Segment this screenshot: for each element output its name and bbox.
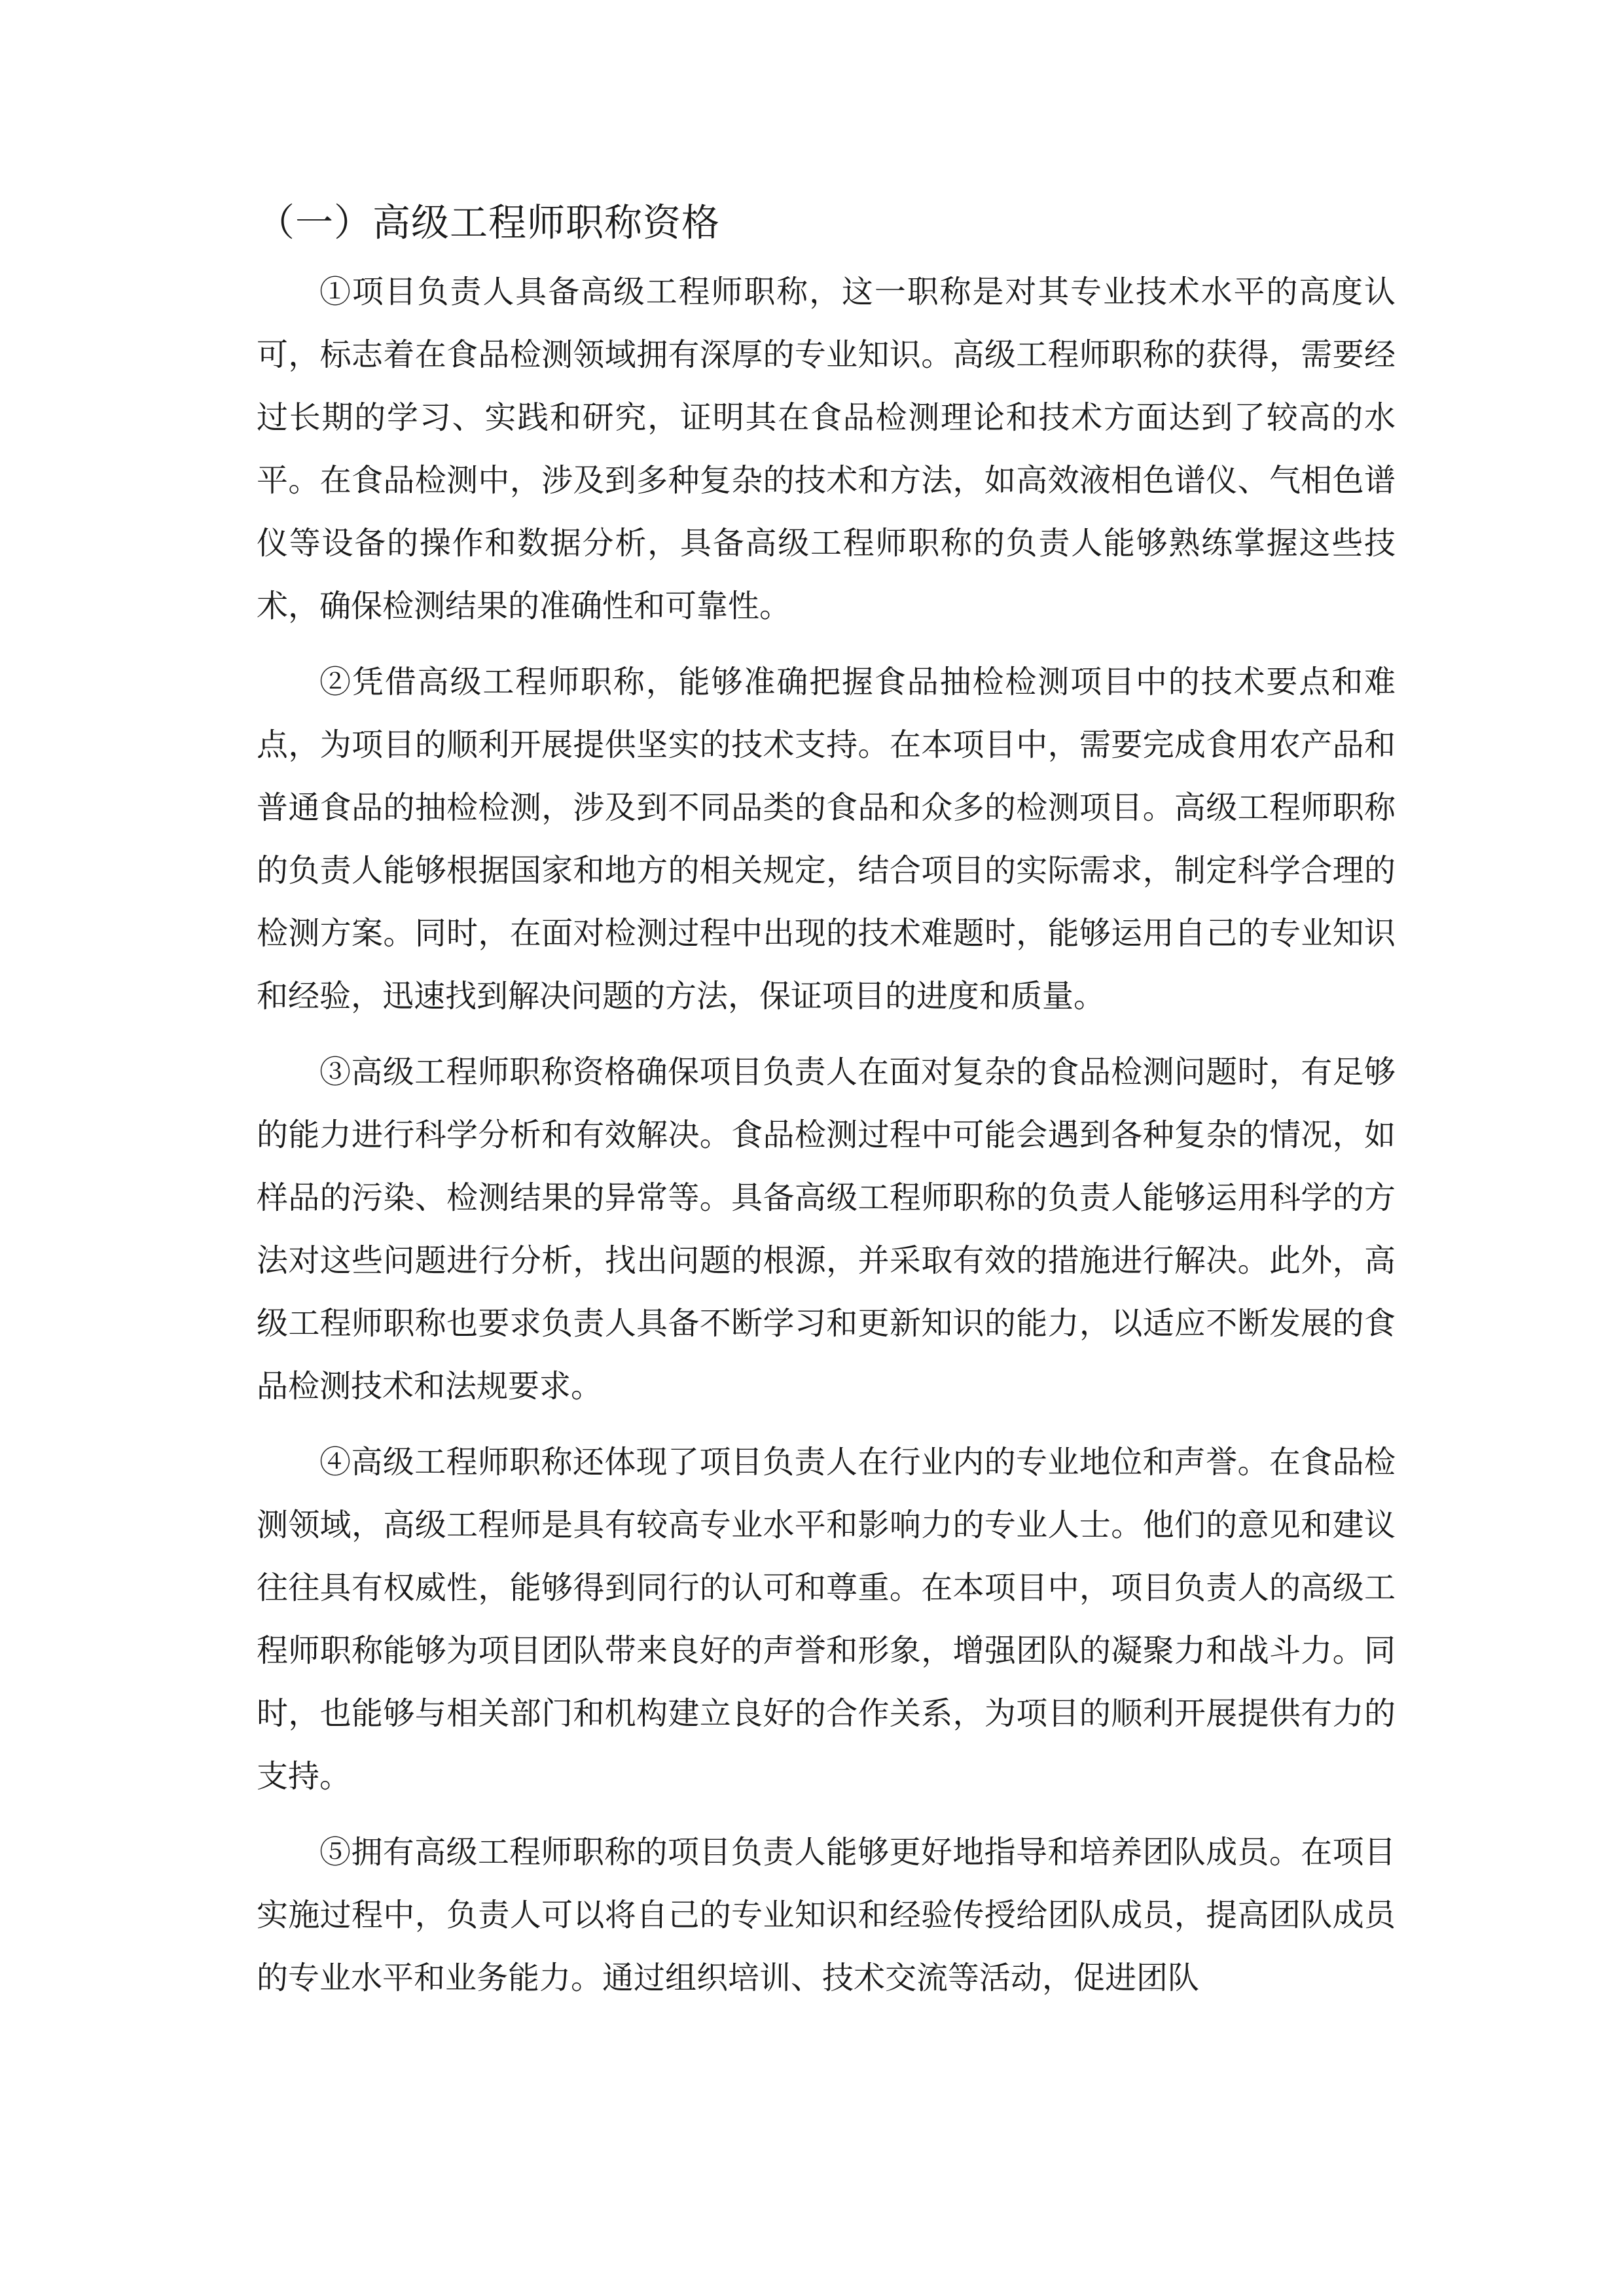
paragraph-5: ⑤拥有高级工程师职称的项目负责人能够更好地指导和培养团队成员。在项目实施过程中，负责人可以将自己的专业知识和经验传授给团队成员，提高团队成员的专业水平和业务能力。通过组织培训、技术交流等活动，促进团队 xyxy=(257,1834,1396,1996)
section-heading: （一）高级工程师职称资格 xyxy=(257,200,721,245)
paragraph-4: ④高级工程师职称还体现了项目负责人在行业内的专业地位和声誉。在食品检测领域，高级工程师是具有较高专业水平和影响力的专业人士。他们的意见和建议往往具有权威性，能够得到同行的认可和尊重。在本项目中，项目负责人的高级工程师职称能够为项目团队带来良好的声誉和形象，增强团队的凝聚力和战斗力。同时，也能够与相关部门和机构建立良好的合作关系，为项目的顺利开展提供有力的支持。 xyxy=(257,1444,1396,1795)
paragraph-3: ③高级工程师职称资格确保项目负责人在面对复杂的食品检测问题时，有足够的能力进行科学分析和有效解决。食品检测过程中可能会遇到各种复杂的情况，如样品的污染、检测结果的异常等。具备高级工程师职称的负责人能够运用科学的方法对这些问题进行分析，找出问题的根源，并采取有效的措施进行解决。此外，高级工程师职称也要求负责人具备不断学习和更新知识的能力，以适应不断发展的食品检测技术和法规要求。 xyxy=(257,1054,1396,1405)
paragraph-1: ①项目负责人具备高级工程师职称，这一职称是对其专业技术水平的高度认可，标志着在食品检测领域拥有深厚的专业知识。高级工程师职称的获得，需要经过长期的学习、实践和研究，证明其在食品检测理论和技术方面达到了较高的水平。在食品检测中，涉及到多种复杂的技术和方法，如高效液相色谱仪、气相色谱仪等设备的操作和数据分析，具备高级工程师职称的负责人能够熟练掌握这些技术，确保检测结果的准确性和可靠性。 xyxy=(257,274,1396,624)
document-body xyxy=(257,196,1396,2022)
paragraph-2: ②凭借高级工程师职称，能够准确把握食品抽检检测项目中的技术要点和难点，为项目的顺利开展提供坚实的技术支持。在本项目中，需要完成食用农产品和普通食品的抽检检测，涉及到不同品类的食品和众多的检测项目。高级工程师职称的负责人能够根据国家和地方的相关规定，结合项目的实际需求，制定科学合理的检测方案。同时，在面对检测过程中出现的技术难题时，能够运用自己的专业知识和经验，迅速找到解决问题的方法，保证项目的进度和质量。 xyxy=(257,664,1396,1014)
